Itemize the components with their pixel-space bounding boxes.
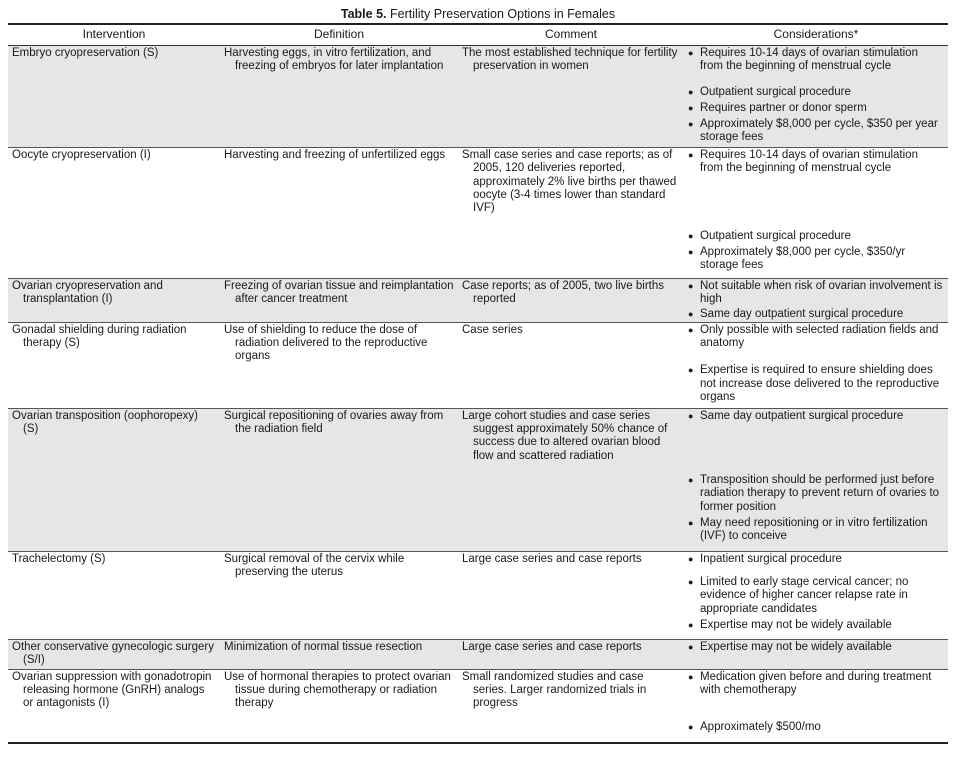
consideration-item: ● Same day outpatient surgical procedure [688, 410, 944, 423]
considerations-cell [684, 408, 948, 551]
header-comment: Comment [458, 25, 684, 46]
comment-cell: Large case series and case reports [458, 639, 684, 669]
consideration-item: ● Inpatient surgical procedure [688, 553, 944, 566]
consideration-item: ● Approximately $500/mo [688, 721, 944, 734]
table-caption: Fertility Preservation Options in Females [390, 7, 616, 21]
comment-cell: Case reports; as of 2005, two live births reported [458, 279, 684, 323]
comment-cell: The most established technique for fertility preservation in women [458, 46, 684, 148]
table-body [8, 46, 948, 744]
table-title [8, 6, 948, 25]
considerations-cell [684, 148, 948, 279]
considerations-cell [684, 551, 948, 639]
comment-cell: Small case series and case reports; as of 2005, 120 deliveries reported, approximately 2% live births per thawed oocyte (3-4 times lower than standard IVF) [458, 148, 684, 279]
considerations-cell [684, 279, 948, 323]
definition-cell: Harvesting eggs, in vitro fertilization, and freezing of embryos for later implantation [220, 46, 458, 148]
consideration-item: ● Limited to early stage cervical cancer; no evidence of higher cancer relapse rate in appropriate candidates [688, 576, 944, 616]
table-row [8, 279, 948, 323]
consideration-item: ● Outpatient surgical procedure [688, 86, 944, 99]
comment-cell: Large case series and case reports [458, 551, 684, 639]
intervention-cell: Trachelectomy (S) [8, 551, 220, 639]
table-container [8, 6, 948, 744]
consideration-item: ● Only possible with selected radiation fields and anatomy [688, 324, 944, 351]
intervention-cell: Embryo cryopreservation (S) [8, 46, 220, 148]
considerations-cell [684, 46, 948, 148]
table-row [8, 148, 948, 279]
consideration-item: ● Transposition should be performed just before radiation therapy to prevent return of ovaries to former position [688, 474, 944, 514]
consideration-item: ● Expertise is required to ensure shielding does not increase dose delivered to the reproductive organs [688, 364, 944, 404]
consideration-item: ● Requires 10-14 days of ovarian stimulation from the beginning of menstrual cycle [688, 149, 944, 176]
intervention-cell: Ovarian suppression with gonadotropin releasing hormone (GnRH) analogs or antagonists (I) [8, 669, 220, 743]
consideration-item: ● Approximately $8,000 per cycle, $350 per year storage fees [688, 118, 944, 145]
considerations-cell [684, 322, 948, 408]
intervention-cell: Other conservative gynecologic surgery (S/I) [8, 639, 220, 669]
comment-cell: Large cohort studies and case series suggest approximately 50% chance of success due to altered ovarian blood flow and scattered radiation [458, 408, 684, 551]
consideration-item: ● Not suitable when risk of ovarian involvement is high [688, 280, 944, 307]
consideration-item: ● Requires 10-14 days of ovarian stimulation from the beginning of menstrual cycle [688, 47, 944, 74]
intervention-cell: Gonadal shielding during radiation therapy (S) [8, 322, 220, 408]
intervention-cell: Oocyte cryopreservation (I) [8, 148, 220, 279]
definition-cell: Surgical repositioning of ovaries away from the radiation field [220, 408, 458, 551]
definition-cell: Use of hormonal therapies to protect ovarian tissue during chemotherapy or radiation therapy [220, 669, 458, 743]
table-row [8, 551, 948, 639]
table-label: Table 5. [340, 7, 387, 21]
header-row [8, 25, 948, 46]
definition-cell: Harvesting and freezing of unfertilized eggs [220, 148, 458, 279]
header-considerations: Considerations* [684, 25, 948, 46]
considerations-cell [684, 669, 948, 743]
consideration-item: ● Same day outpatient surgical procedure [688, 308, 944, 321]
consideration-item: ● Expertise may not be widely available [688, 641, 944, 654]
comment-cell: Small randomized studies and case series. Larger randomized trials in progress [458, 669, 684, 743]
table-row [8, 408, 948, 551]
intervention-cell: Ovarian transposition (oophoropexy) (S) [8, 408, 220, 551]
header-definition: Definition [220, 25, 458, 46]
header-intervention: Intervention [8, 25, 220, 46]
comment-cell: Case series [458, 322, 684, 408]
table-row [8, 322, 948, 408]
definition-cell: Freezing of ovarian tissue and reimplantation after cancer treatment [220, 279, 458, 323]
consideration-item: ● May need repositioning or in vitro fertilization (IVF) to conceive [688, 517, 944, 544]
consideration-item: ● Requires partner or donor sperm [688, 102, 944, 115]
consideration-item: ● Approximately $8,000 per cycle, $350/yr storage fees [688, 246, 944, 273]
fertility-table [8, 25, 948, 744]
considerations-cell [684, 639, 948, 669]
consideration-item: ● Outpatient surgical procedure [688, 230, 944, 243]
consideration-item: ● Medication given before and during treatment with chemotherapy [688, 671, 944, 698]
consideration-item: ● Expertise may not be widely available [688, 619, 944, 632]
intervention-cell: Ovarian cryopreservation and transplantation (I) [8, 279, 220, 323]
definition-cell: Use of shielding to reduce the dose of radiation delivered to the reproductive organs [220, 322, 458, 408]
table-row [8, 669, 948, 743]
table-row [8, 46, 948, 148]
definition-cell: Surgical removal of the cervix while preserving the uterus [220, 551, 458, 639]
table-row [8, 639, 948, 669]
definition-cell: Minimization of normal tissue resection [220, 639, 458, 669]
